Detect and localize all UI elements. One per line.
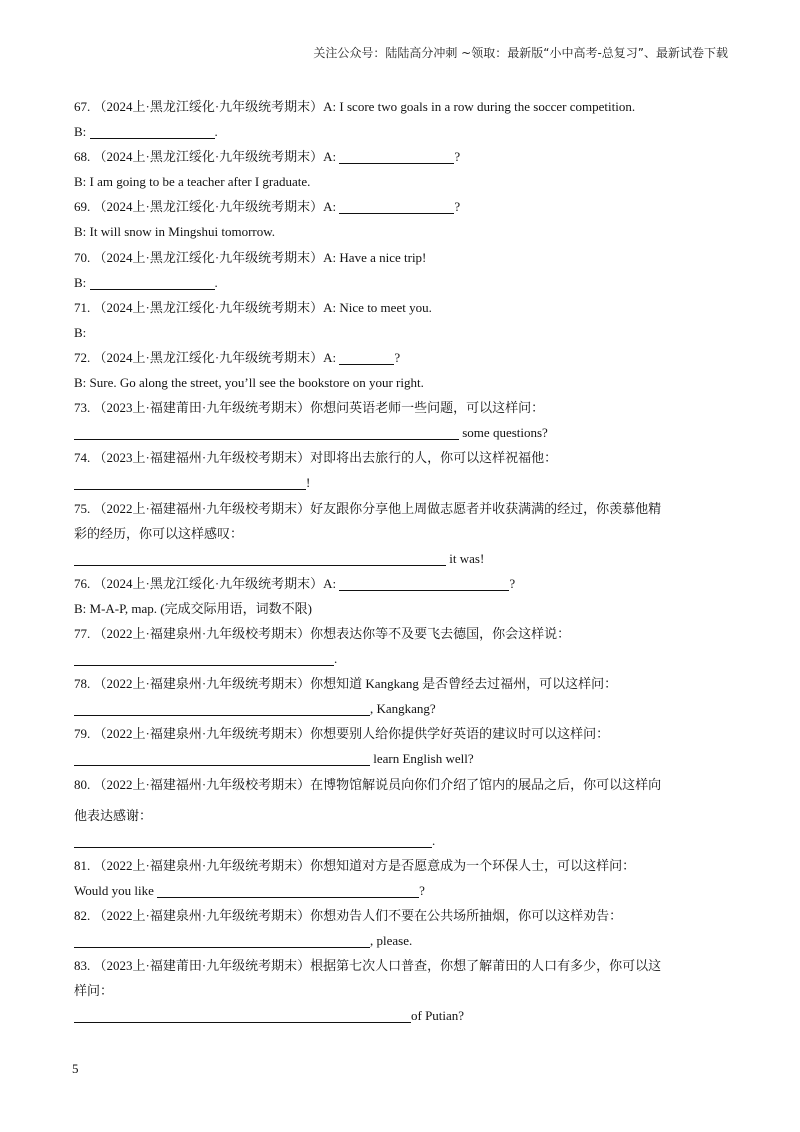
exercise-line [74, 219, 734, 244]
answer-blank[interactable] [74, 832, 432, 848]
line-suffix: ? [509, 575, 516, 591]
exercise-line [74, 803, 734, 828]
line-text: 样问： [74, 983, 114, 999]
line-text: 71. （2024上·黑龙江绥化·九年级统考期末）A: Nice to meet you. [74, 299, 432, 315]
line-text: 81. （2022上·福建泉州·九年级统考期末）你想知道对方是否愿意成为一个环保人士，可以这样问： [74, 857, 636, 873]
line-suffix: . [432, 832, 436, 848]
exercise-line [74, 270, 734, 295]
line-text: 82. （2022上·福建泉州·九年级统考期末）你想劝告人们不要在公共场所抽烟，你可以这样劝告： [74, 908, 623, 923]
exercise-line [74, 445, 734, 470]
answer-blank[interactable] [74, 424, 459, 440]
line-text: 76. （2024上·黑龙江绥化·九年级统考期末）A: [74, 575, 340, 591]
line-text: 80. （2022上·福建福州·九年级校考期末）在博物馆解说员向你们介绍了馆内的展品之后，你可以这样向 [74, 776, 662, 792]
exercise-line [74, 721, 734, 746]
line-suffix: it was! [446, 550, 485, 566]
line-text: B: I am going to be a teacher after I graduate. [74, 174, 311, 190]
answer-blank[interactable] [339, 575, 509, 591]
line-text: 74. （2023上·福建福州·九年级校考期末）对即将出去旅行的人，你可以这样祝福他： [74, 450, 558, 466]
page-header: 关注公众号：陆陆高分冲刺 ~领取：最新版“小中高考-总复习”、最新试卷下载 [313, 46, 728, 60]
exercise-line [74, 772, 734, 797]
line-suffix: , Kangkang? [370, 701, 436, 717]
exercise-line [74, 878, 734, 903]
line-text: 75. （2022上·福建福州·九年级校考期末）好友跟你分享他上周做志愿者并收获满满的经过，你羡慕他精 [74, 500, 662, 516]
line-text: 78. （2022上·福建泉州·九年级统考期末）你想知道 Kangkang 是否曾经去过福州，可以这样问： [74, 676, 618, 692]
line-suffix: ? [454, 149, 461, 165]
exercise-line [74, 828, 734, 853]
exercise-line [74, 420, 734, 445]
line-text: B: It will snow in Mingshui tomorrow. [74, 224, 276, 240]
answer-blank[interactable] [339, 198, 454, 214]
exercise-line [74, 596, 734, 621]
line-suffix: . [214, 274, 218, 290]
answer-blank[interactable] [74, 1007, 411, 1023]
line-suffix: some questions? [459, 425, 548, 441]
exercise-line [74, 194, 734, 219]
exercise-line [74, 521, 734, 546]
exercise-line [74, 320, 734, 345]
line-text: 73. （2023上·福建莆田·九年级统考期末）你想问英语老师一些问题，可以这样问： [74, 400, 545, 416]
answer-blank[interactable] [74, 474, 306, 490]
exercise-line [74, 646, 734, 671]
line-suffix: ? [394, 349, 401, 365]
exercise-line [74, 144, 734, 169]
answer-blank[interactable] [90, 123, 215, 139]
line-text: 77. （2022上·福建泉州·九年级校考期末）你想表达你等不及要飞去德国，你会这样说： [74, 625, 571, 641]
line-text: B: [74, 124, 90, 140]
answer-blank[interactable] [74, 932, 370, 948]
exercise-line [74, 169, 734, 194]
exercise-line [74, 1003, 734, 1028]
line-text: 彩的经历，你可以这样感叹： [74, 525, 244, 541]
answer-blank[interactable] [339, 349, 394, 365]
line-text: 68. （2024上·黑龙江绥化·九年级统考期末）A: [74, 149, 340, 165]
line-suffix: ? [419, 882, 425, 898]
exercise-line [74, 119, 734, 144]
line-suffix: , please. [370, 933, 413, 949]
line-suffix: of Putian? [411, 1008, 465, 1024]
answer-blank[interactable] [74, 700, 370, 716]
exercise-line [74, 953, 734, 978]
answer-blank[interactable] [90, 274, 215, 290]
exercise-line [74, 903, 734, 928]
exercise-line [74, 345, 734, 370]
line-text: 他表达感谢： [74, 807, 153, 823]
line-text: B: M-A-P, map. (完成交际用语，词数不限) [74, 600, 312, 616]
exercise-line [74, 571, 734, 596]
answer-blank[interactable] [157, 882, 419, 898]
exercise-line [74, 546, 734, 571]
line-text: B: Sure. Go along the street, you’ll see the bookstore on your right. [74, 375, 424, 391]
line-text: 69. （2024上·黑龙江绥化·九年级统考期末）A: [74, 199, 340, 215]
exercise-line [74, 928, 734, 953]
exercise-line [74, 295, 734, 320]
exercise-line [74, 496, 734, 521]
answer-blank[interactable] [74, 550, 446, 566]
exercise-line [74, 696, 734, 721]
page-number: 5 [72, 1061, 79, 1076]
exercise-line [74, 621, 734, 646]
line-text: B: [74, 274, 90, 290]
line-text: 83. （2023上·福建莆田·九年级统考期末）根据第七次人口普查，你想了解莆田的人口有多少，你可以这 [74, 958, 662, 974]
line-suffix: . [214, 124, 218, 140]
exercise-line [74, 370, 734, 395]
line-suffix: ! [306, 475, 311, 491]
exercise-line [74, 395, 734, 420]
exercise-list [74, 94, 734, 1028]
exercise-line [74, 245, 734, 270]
answer-blank[interactable] [339, 148, 454, 164]
line-text: 70. （2024上·黑龙江绥化·九年级统考期末）A: Have a nice trip! [74, 249, 427, 265]
exercise-line [74, 671, 734, 696]
exercise-line [74, 746, 734, 771]
exercise-line [74, 853, 734, 878]
exercise-line [74, 470, 734, 495]
line-text: 67. （2024上·黑龙江绥化·九年级统考期末）A: I score two goals in a row during the soccer competition. [74, 99, 636, 114]
line-text: 72. （2024上·黑龙江绥化·九年级统考期末）A: [74, 349, 340, 365]
line-suffix: learn English well? [370, 751, 474, 767]
answer-blank[interactable] [74, 650, 334, 666]
line-text: 79. （2022上·福建泉州·九年级统考期末）你想要别人给你提供学好英语的建议时可以这样问： [74, 726, 610, 742]
line-suffix: . [334, 651, 338, 667]
answer-blank[interactable] [74, 750, 370, 766]
exercise-line [74, 978, 734, 1003]
line-text: Would you like [74, 882, 158, 898]
line-text: B: [74, 324, 87, 340]
line-suffix: ? [454, 199, 461, 215]
exercise-line [74, 94, 734, 119]
